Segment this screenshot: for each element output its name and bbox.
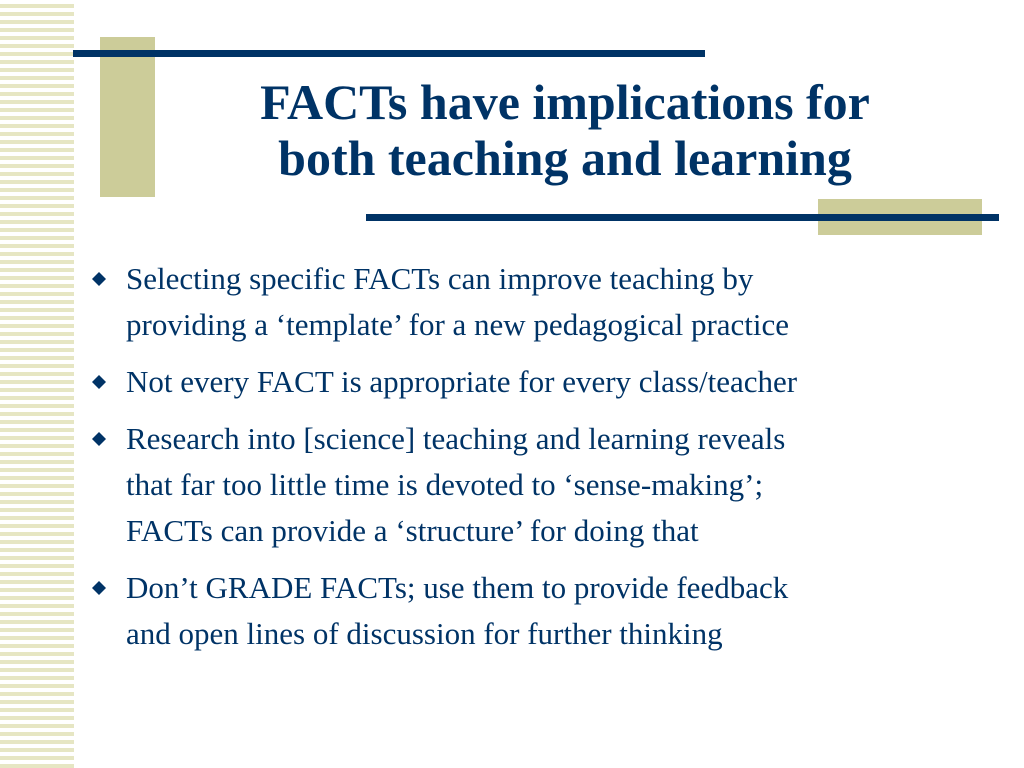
bullet-text-line: and open lines of discussion for further thinking [126, 616, 723, 651]
bullet-list [92, 256, 1012, 668]
bullet-text-line: FACTs can provide a ‘structure’ for doing that [126, 513, 699, 548]
bullet-text-line: Selecting specific FACTs can improve teaching by [126, 261, 754, 296]
slide-title-line: both teaching and learning [278, 130, 852, 186]
decorative-tan-block-top [100, 37, 155, 197]
bullet-text-line: providing a ‘template’ for a new pedagogical practice [126, 307, 790, 342]
bullet-text-line: Research into [science] teaching and learning reveals [126, 421, 786, 456]
bullet-item [92, 565, 1012, 657]
bullet-item [92, 359, 1012, 405]
slide-title [150, 74, 980, 186]
diamond-bullet-icon [92, 272, 106, 286]
bullet-item [92, 256, 1012, 348]
diamond-bullet-icon [92, 432, 106, 446]
bullet-text-line: Don’t GRADE FACTs; use them to provide feedback [126, 570, 789, 605]
bullet-text-line: Not every FACT is appropriate for every class/teacher [126, 364, 798, 399]
left-striped-border [0, 0, 74, 768]
title-rule-top [73, 50, 705, 57]
slide-title-line: FACTs have implications for [260, 74, 870, 130]
bullet-item [92, 416, 1012, 554]
diamond-bullet-icon [92, 375, 106, 389]
diamond-bullet-icon [92, 581, 106, 595]
title-rule-bottom [366, 214, 999, 221]
bullet-text-line: that far too little time is devoted to ‘sense-making’; [126, 467, 764, 502]
